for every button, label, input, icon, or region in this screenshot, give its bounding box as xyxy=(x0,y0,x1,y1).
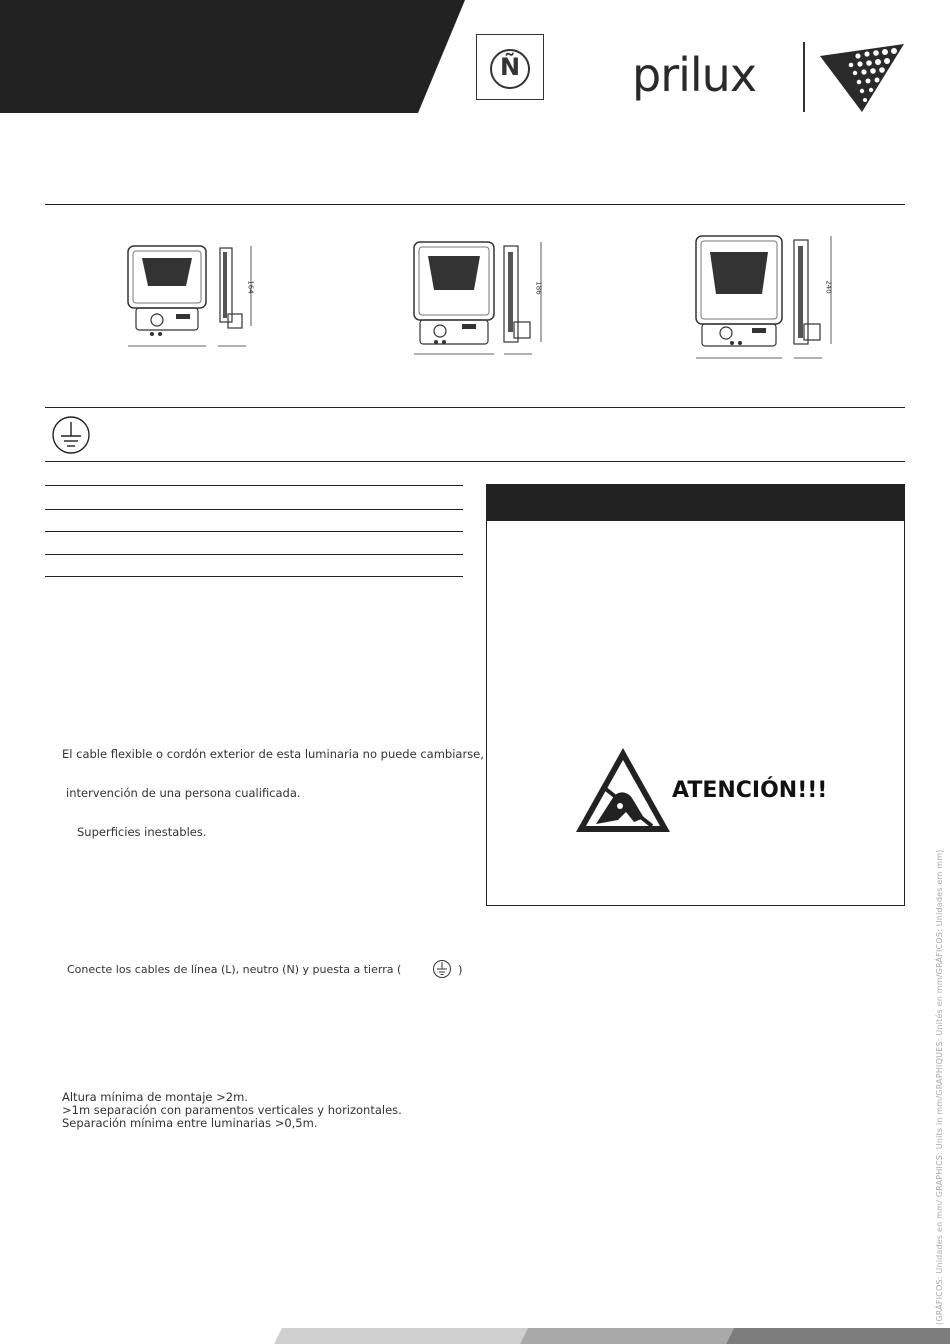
cable-notice-text: El cable flexible o cordón exterior de esta luminaria no puede cambiarse, xyxy=(62,747,484,761)
footer-bars xyxy=(270,1328,950,1344)
language-letter: Ñ xyxy=(499,53,521,81)
connect-cables-end: ) xyxy=(458,963,463,977)
language-box xyxy=(476,34,544,100)
floodlight-drawing-small xyxy=(120,240,270,355)
section-divider xyxy=(45,204,905,205)
dimension-height-small: 164 xyxy=(246,280,255,294)
table-line xyxy=(45,554,463,555)
esd-warning-icon xyxy=(574,746,672,834)
connect-cables-text: Conecte los cables de línea (L), neutro (N) y puesta a tierra ( xyxy=(67,963,402,976)
section-divider xyxy=(45,407,905,408)
table-line xyxy=(45,576,463,577)
table-line xyxy=(45,509,463,510)
separation-walls-text: >1m separación con paramentos verticales y horizontales. xyxy=(62,1103,402,1117)
dimension-height-medium: 186 xyxy=(534,281,543,295)
table-line xyxy=(45,531,463,532)
warning-box-header xyxy=(487,485,904,521)
qualified-person-text: intervención de una persona cualificada. xyxy=(66,786,301,800)
brand-divider xyxy=(803,42,805,112)
unstable-surfaces-text: Superficies inestables. xyxy=(77,825,207,839)
warning-box xyxy=(486,484,905,906)
floodlight-drawing-medium xyxy=(408,238,558,363)
mounting-height-text: Altura mínima de montaje >2m. xyxy=(62,1090,248,1104)
section-divider xyxy=(45,461,905,462)
dimension-height-large: 240 xyxy=(824,280,833,294)
header-banner xyxy=(0,0,470,115)
separation-luminaires-text: Separación mínima entre luminarias >0,5m. xyxy=(62,1116,318,1130)
floodlight-drawing-large xyxy=(690,232,850,367)
brand-name: prilux xyxy=(632,48,757,102)
triangle-dots-logo-icon xyxy=(818,42,906,114)
earth-ground-icon xyxy=(432,959,452,979)
units-side-note: (GRÁFICOS: Unidades en mm/ GRAPHICS: Units in mm/GRAPHIQUES: Unités en mm/GRÁFICOS: Unidades em mm) xyxy=(935,849,944,1325)
earth-ground-icon xyxy=(50,414,92,456)
warning-title: ATENCIÓN!!! xyxy=(672,778,828,803)
table-line xyxy=(45,485,463,486)
